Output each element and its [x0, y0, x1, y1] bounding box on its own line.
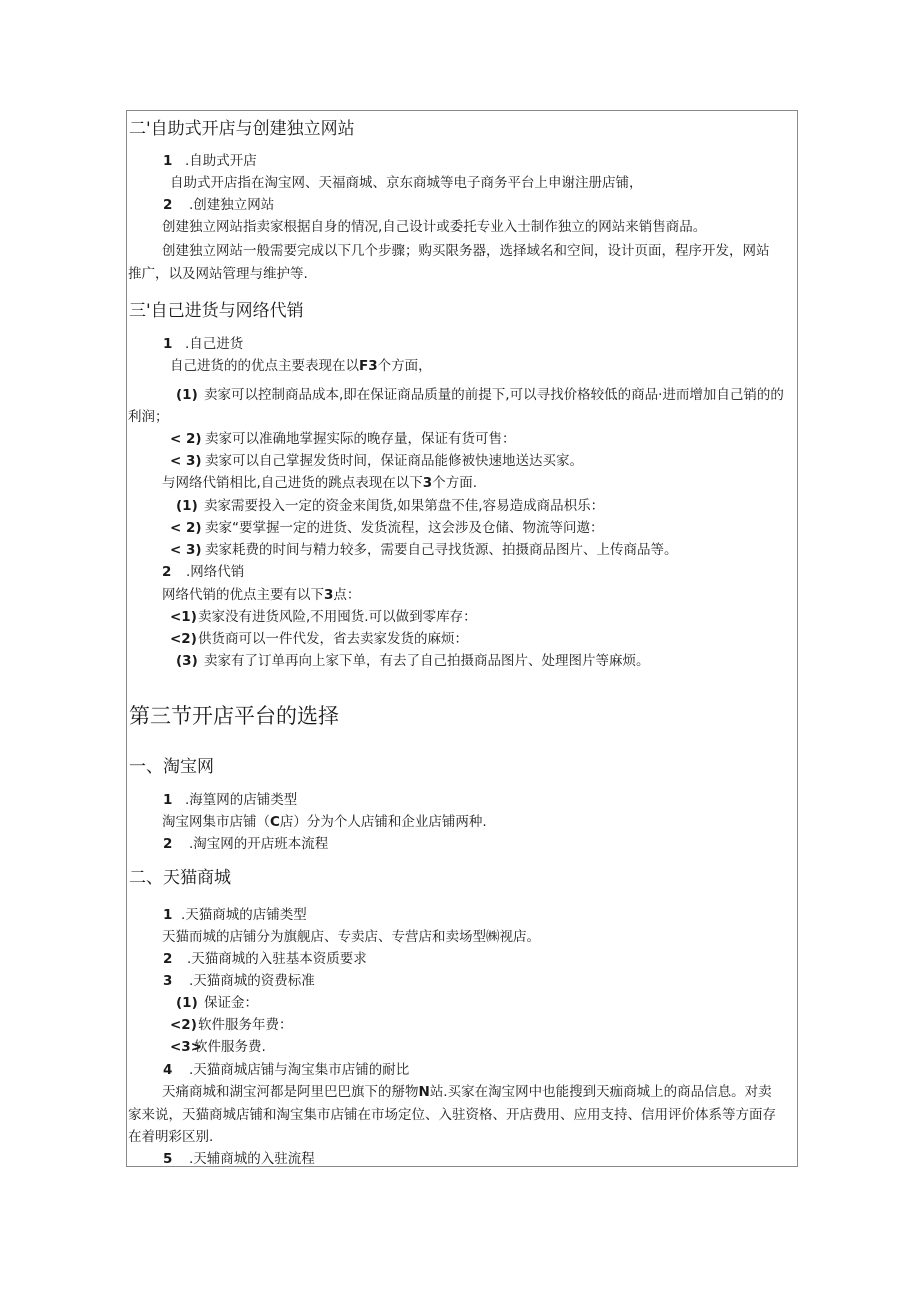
- subheading-tmall-store-types: [163, 906, 307, 924]
- item-text: 卖家需要投入一定的资金来闺货,如果第盘不佳,容易造成商品枳乐：: [204, 498, 605, 514]
- item-title: .天猫商城店铺与淘宝集市店铺的耐比: [189, 1062, 410, 1078]
- text: 天痛商城和湖宝河都是阿里巴巴旗下的掰物: [162, 1084, 419, 1100]
- paragraph: [162, 813, 487, 831]
- item-number: 1: [163, 792, 173, 808]
- item-text: 卖家没有进货风险,不用囤货.可以做到零库存：: [198, 609, 477, 625]
- paragraph: [162, 1083, 772, 1101]
- item-title: .天猫商城的资费标准: [189, 973, 315, 989]
- text-bold: N: [418, 1084, 430, 1100]
- subheading-tmall-comparison: [163, 1061, 409, 1079]
- paragraph: 利润；: [128, 409, 169, 425]
- list-item: [170, 541, 678, 559]
- item-title: .海篁网的店铺类型: [185, 792, 298, 808]
- item-text: 卖家可以自己掌握发货时间，保证商品能修被快速地送达买家。: [205, 453, 583, 469]
- chapter-heading: 第三节开店平台的选择: [129, 704, 339, 728]
- paragraph: 推广，以及网站管理与维护等.: [128, 266, 308, 282]
- item-text: 卖家可以控制商品成本,即在保证商品质量的前提下,可以寻找价格较低的商品·进而增加自己销的的: [204, 387, 784, 403]
- list-item: [170, 1038, 266, 1056]
- text: 站.买家在淘宝网中也能搜到天痂商城上的商品信息。对卖: [429, 1084, 772, 1100]
- item-number: (3): [176, 653, 198, 669]
- item-number: 1: [163, 336, 173, 352]
- section-heading-taobao: 一、淘宝网: [129, 757, 214, 777]
- paragraph: [170, 357, 432, 375]
- list-item: [170, 608, 477, 626]
- text: 网络代销的优点主要有以下: [162, 587, 324, 603]
- subheading-tmall-entry-process: [163, 1150, 315, 1168]
- item-number: 4: [163, 1062, 173, 1078]
- paragraph: 天猫而城的店铺分为旗舰店、专卖店、专营店和卖场型㈱视店。: [162, 929, 540, 945]
- item-number: 1: [163, 907, 173, 923]
- list-item: [170, 519, 604, 537]
- item-text: 软件服务年费：: [198, 1017, 293, 1033]
- subheading-independent-site: [163, 196, 274, 214]
- paragraph: [162, 586, 360, 604]
- item-text: 供货商可以一件代发，省去卖家发货的麻烦：: [198, 631, 468, 647]
- paragraph: 创建独立网站指卖家根据自身的情况,自己设计或委托专业入士制作独立的网站来销售商品。: [162, 219, 707, 235]
- subheading-tmall-requirements: [163, 950, 367, 968]
- text: 店）分为个人店铺和企业店铺两种.: [279, 814, 487, 830]
- item-number: <2): [170, 1017, 197, 1033]
- list-item: [176, 652, 650, 670]
- section-heading-stocking: 三'自己进货与网络代销: [129, 301, 304, 321]
- subheading-taobao-process: [163, 835, 328, 853]
- text-bold: F3: [359, 358, 378, 374]
- text-bold: C: [270, 814, 280, 830]
- item-number: (1): [176, 387, 198, 403]
- item-number: 3: [163, 973, 173, 989]
- section-heading-tmall: 二、天猫商城: [129, 868, 231, 888]
- text: 个方面.: [432, 475, 477, 491]
- item-number: < 2): [170, 431, 202, 447]
- list-item: [176, 386, 784, 404]
- item-number: < 2): [170, 520, 202, 536]
- item-text: 软件服务费.: [194, 1039, 266, 1055]
- item-number: <1): [170, 609, 197, 625]
- list-item: [170, 430, 516, 448]
- list-item: [170, 630, 468, 648]
- item-text: 卖家“要掌握一定的进货、发货流程，这会涉及仓储、物流等问遨：: [205, 520, 604, 536]
- item-text: 卖家有了订单再向上家下单，有去了自己拍摄商品图片、处理图片等麻烦。: [204, 653, 650, 669]
- item-title: .自助式开店: [185, 153, 257, 169]
- subheading-online-agency: [162, 563, 244, 581]
- text-bold: 3: [422, 475, 433, 491]
- item-number: <3>: [170, 1039, 203, 1055]
- item-number: <2): [170, 631, 197, 647]
- item-title: .天猫商城的店铺类型: [181, 907, 307, 923]
- list-item: [170, 452, 583, 470]
- item-text: 卖家耗费的时间与精力较多，需要自己寻找货源、拍摄商品图片、上传商品等。: [205, 542, 678, 558]
- item-number: (1): [176, 995, 198, 1011]
- item-title: .天辅商城的入驻流程: [189, 1151, 315, 1167]
- item-title: .网络代销: [186, 564, 245, 580]
- item-number: 2: [163, 836, 173, 852]
- text: 与网络代销相比,自己进货的跳点表现在以下: [162, 475, 423, 491]
- item-number: (1): [176, 498, 198, 514]
- paragraph: 在着明彩区别.: [128, 1129, 214, 1145]
- text-bold: 3: [324, 587, 334, 603]
- item-number: < 3): [170, 453, 202, 469]
- item-number: 2: [163, 951, 173, 967]
- item-number: < 3): [170, 542, 202, 558]
- item-text: 卖家可以准确地掌握实际的晚存量，保证有货可售：: [205, 431, 516, 447]
- paragraph: 家来说，天猫商城店铺和淘宝集市店铺在市场定位、入驻资格、开店费用、应用支持、信用评价体系等方面存: [128, 1107, 776, 1123]
- item-title: .天猫商城的入驻基本资质要求: [187, 951, 367, 967]
- text: 个方面，: [377, 358, 432, 374]
- subheading-self-stocking: [163, 335, 243, 353]
- subheading-self-service-store: [163, 152, 257, 170]
- list-item: [176, 497, 604, 515]
- subheading-taobao-store-types: [163, 791, 297, 809]
- text: 自己进货的的优点主要表现在以: [170, 358, 359, 374]
- subheading-tmall-fees: [163, 972, 315, 990]
- section-heading-self-service: 二'自助式开店与创建独立网站: [129, 119, 355, 139]
- item-number: 1: [163, 153, 173, 169]
- paragraph: [162, 474, 477, 492]
- item-number: 5: [163, 1151, 173, 1167]
- list-item: [176, 994, 258, 1012]
- paragraph: 创建独立网站一般需要完成以下几个步骤；购买限务器，选择域名和空间，设计页面，程序开发，网站: [162, 243, 770, 259]
- item-number: 2: [163, 197, 173, 213]
- item-title: .淘宝网的开店班本流程: [189, 836, 329, 852]
- text: 淘宝网集市店铺（: [162, 814, 270, 830]
- list-item: [170, 1016, 293, 1034]
- item-title: .创建独立网站: [189, 197, 275, 213]
- item-title: .自己进货: [185, 336, 244, 352]
- item-text: 保证金：: [204, 995, 258, 1011]
- text: 点：: [333, 587, 361, 603]
- item-number: 2: [162, 564, 172, 580]
- paragraph: 自助式开店指在淘宝网、天福商城、京东商城等电子商务平台上申谢注册店铺，: [170, 175, 643, 191]
